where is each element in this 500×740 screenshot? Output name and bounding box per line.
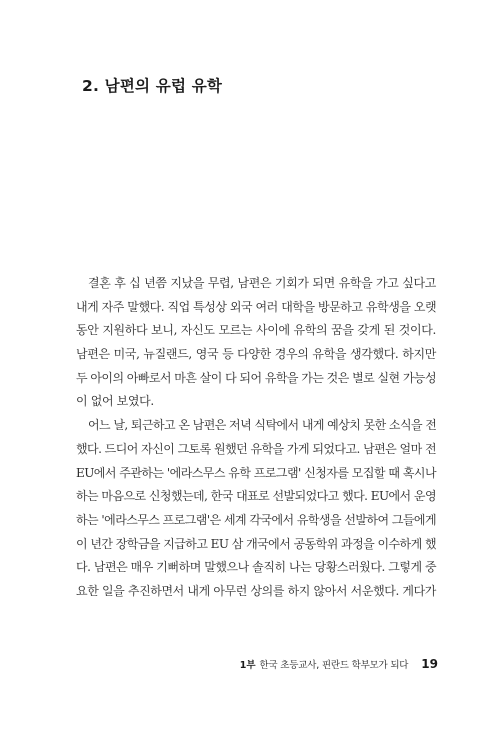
body-text: [76, 272, 436, 604]
page-number: 19: [421, 657, 438, 671]
page-footer: [0, 657, 438, 677]
footer-book-title: 한국 초등교사, 핀란드 학부모가 되다: [259, 660, 409, 671]
text-line: 했다. 드디어 자신이 그토록 원했던 유학을 가게 되었다고. 남편은 얼마 전: [76, 441, 436, 456]
footer-part-label: 1부: [239, 660, 256, 671]
text-line: 남편은 미국, 뉴질랜드, 영국 등 다양한 경우의 유학을 생각했다. 하지만: [76, 347, 436, 362]
text-line: EU에서 주관하는 '에라스무스 유학 프로그램' 신청자를 모집할 때 혹시나: [76, 465, 436, 480]
text-line: 요한 일을 추진하면서 내게 아무런 상의를 하지 않아서 서운했다. 게다가: [76, 583, 436, 598]
chapter-title: 2. 남편의 유럽 유학: [82, 77, 223, 95]
text-line: 두 아이의 아빠로서 마흔 살이 다 되어 유학을 가는 것은 별로 실현 가능성: [76, 370, 436, 385]
text-line: 이 없어 보였다.: [76, 394, 154, 409]
text-line: 동안 지원하다 보니, 자신도 모르는 사이에 유학의 꿈을 갖게 된 것이다.: [76, 323, 436, 338]
text-line: 어느 날, 퇴근하고 온 남편은 저녁 식탁에서 내게 예상치 못한 소식을 전: [88, 418, 437, 433]
text-line: 이 년간 장학금을 지급하고 EU 삼 개국에서 공동학위 과정을 이수하게 했: [76, 536, 436, 551]
text-line: 결혼 후 십 년쯤 지났을 무렵, 남편은 기회가 되면 유학을 가고 싶다고: [88, 276, 436, 290]
text-line: 다. 남편은 매우 기뻐하며 말했으나 솔직히 나는 당황스러웠다. 그렇게 중: [76, 560, 437, 575]
text-line: 하는 마음으로 신청했는데, 한국 대표로 선발되었다고 했다. EU에서 운영: [76, 489, 436, 504]
text-line: 내게 자주 말했다. 직업 특성상 외국 여러 대학을 방문하고 유학생을 오랫: [76, 299, 437, 314]
text-line: 하는 '에라스무스 프로그램'은 세계 각국에서 유학생을 선발하여 그들에게: [76, 512, 436, 527]
